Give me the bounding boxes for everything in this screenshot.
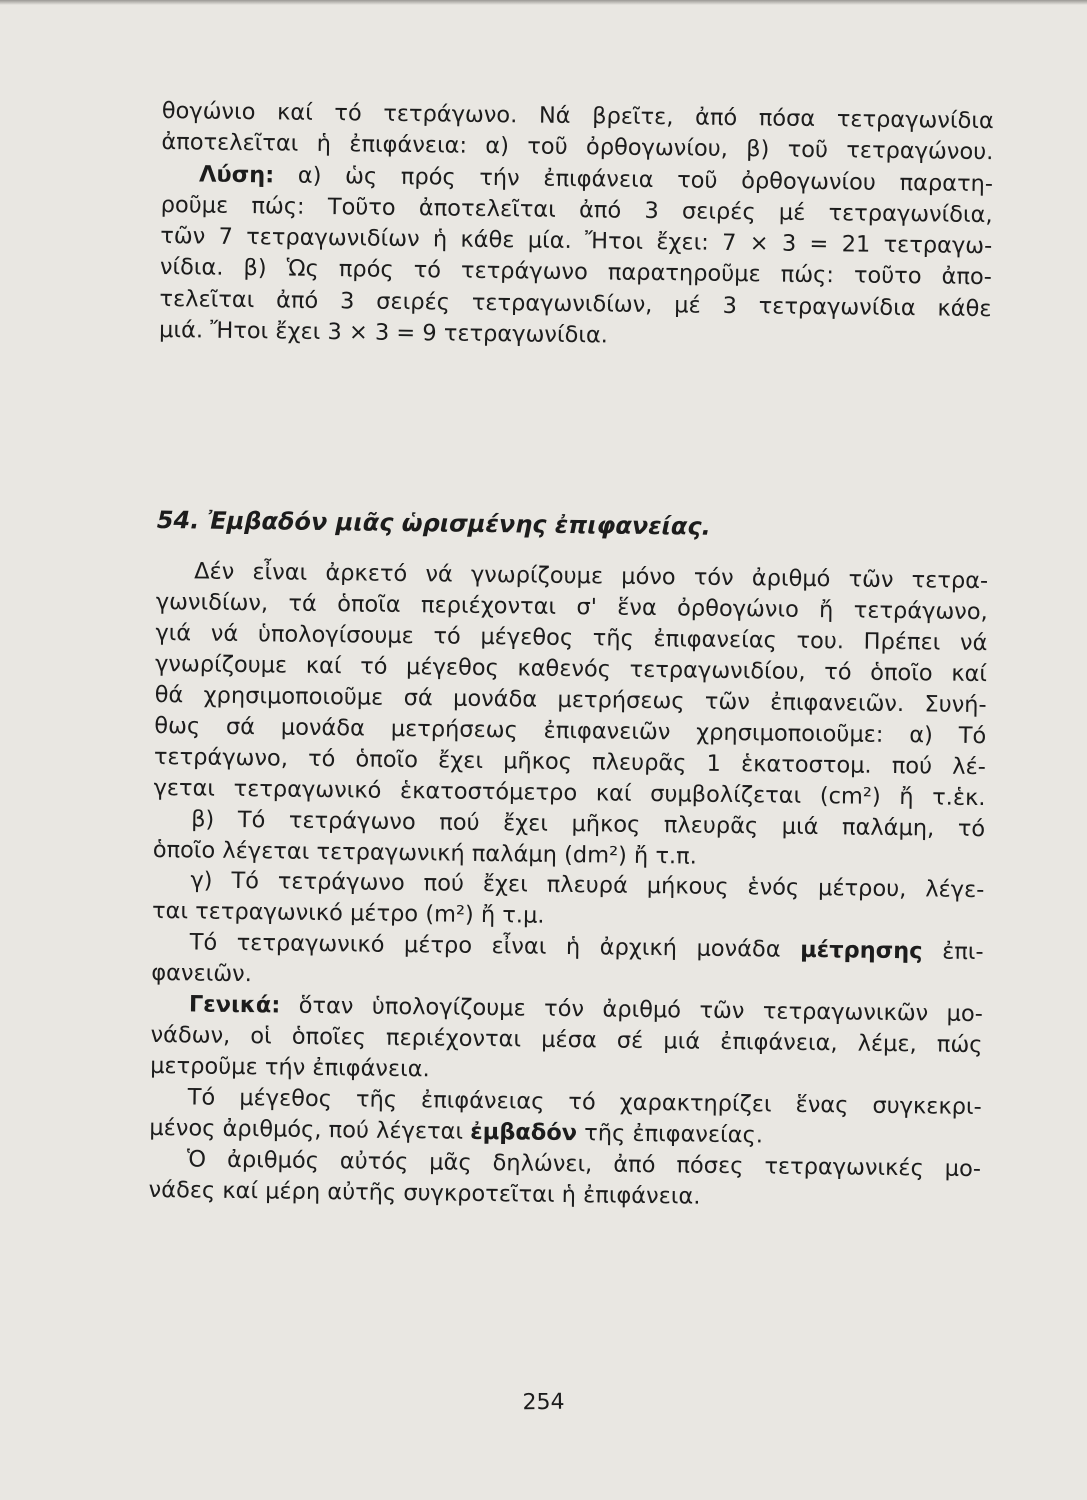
text-line: γ) Τό τετράγωνο πού ἔχει πλευρά μήκους ἑνός μέτρου, λέγε- bbox=[190, 867, 985, 904]
text-line: Ὁ ἀριθμός αὐτός μᾶς δηλώνει, ἀπό πόσες τετραγωνικές μο- bbox=[186, 1145, 982, 1182]
text-line: γωνιδίων, τά ὁποῖα περιέχονται σ' ἕνα ὀρθογώνιο ἤ τετράγωνο, bbox=[155, 589, 988, 626]
text-line: τετράγωνο, τό ὁποῖο ἔχει μῆκος πλευρᾶς 1 ἑκατοστομ. πού λέ- bbox=[153, 743, 987, 780]
text-line: θογώνιο καί τό τετράγωνο. Νά βρεῖτε, ἀπό πόσα τετραγωνίδια bbox=[161, 97, 994, 135]
text-span: τῆς ἐπιφανείας. bbox=[576, 1119, 764, 1149]
text-line: β) Τό τετράγωνο πού ἔχει μῆκος πλευρᾶς μιά παλάμη, τό bbox=[191, 806, 986, 842]
text-line: ἀποτελεῖται ἡ ἐπιφάνεια: α) τοῦ ὀρθογωνίου, β) τοῦ τετραγώνου. bbox=[161, 129, 994, 166]
text-line: θως σά μονάδα μετρήσεως ἐπιφανειῶν χρησιμοποιοῦμε: α) Τό bbox=[154, 712, 987, 750]
text-span: Τό τετραγωνικό μέτρο εἶναι ἡ ἀρχική μονάδα bbox=[189, 929, 801, 964]
text-line: ὁποῖο λέγεται τετραγωνική παλάμη (dm²) ἤ τ.π. bbox=[152, 836, 697, 870]
solution-text: α) ὡς πρός τήν ἐπιφάνεια τοῦ ὀρθογωνίου παρατη- bbox=[274, 161, 994, 197]
text-line: μετροῦμε τήν ἐπιφάνεια. bbox=[149, 1052, 430, 1083]
text-line: γνωρίζουμε καί τό μέγεθος καθενός τετραγωνιδίου, τό ὁποῖο καί bbox=[154, 651, 988, 688]
text-line: τῶν 7 τετραγωνιδίων ἡ κάθε μία. Ἤτοι ἔχει: 7 × 3 = 21 τετραγω- bbox=[160, 223, 993, 260]
text-line: θά χρησιμοποιοῦμε σά μονάδα μετρήσεως τῶν ἐπιφανειῶν. Συνή- bbox=[154, 681, 987, 719]
text-line: νίδια. β) Ὡς πρός τό τετράγωνο παρατηροῦμε πώς: τοῦτο ἀπο- bbox=[159, 254, 993, 291]
text-line: νάδων, οἱ ὁποῖες περιέχονται μέσα σέ μιά ἐπιφάνεια, λέμε, πώς bbox=[150, 1021, 983, 1059]
text-span: ἐπι- bbox=[922, 938, 984, 966]
text-line: φανειῶν. bbox=[151, 960, 253, 988]
book-page bbox=[148, 96, 993, 1215]
bold-term: μέτρησης bbox=[800, 937, 923, 965]
text-line: ροῦμε πώς: Τοῦτο ἀποτελεῖται ἀπό 3 σειρές μέ τετραγωνίδια, bbox=[160, 191, 993, 229]
text-span: ὅταν ὑπολογίζουμε τόν ἀριθμό τῶν τετραγωνικῶν μο- bbox=[280, 992, 984, 1028]
bold-term: ἐμβαδόν bbox=[470, 1118, 578, 1146]
text-span: μένος ἀριθμός, πού λέγεται bbox=[149, 1114, 471, 1145]
text-line: Δέν εἶναι ἀρκετό νά γνωρίζουμε μόνο τόν ἀριθμό τῶν τετρα- bbox=[194, 558, 989, 595]
text-line: μιά. Ἤτοι ἔχει 3 × 3 = 9 τετραγωνίδια. bbox=[158, 317, 609, 349]
text-line: τελεῖται ἀπό 3 σειρές τετραγωνιδίων, μέ 3 τετραγωνίδια κάθε bbox=[159, 285, 992, 322]
section-body bbox=[148, 556, 988, 1215]
solution-label: Λύση: bbox=[198, 161, 275, 188]
text-line: ται τετραγωνικό μέτρο (m²) ἤ τ.μ. bbox=[151, 898, 545, 930]
text-line: νάδες καί μέρη αὐτῆς συγκροτεῖται ἡ ἐπιφάνεια. bbox=[148, 1176, 701, 1210]
text-line: γιά νά ὑπολογίσουμε τό μέγεθος τῆς ἐπιφανείας του. Πρέπει νά bbox=[155, 620, 988, 657]
section-heading: 54. Ἐμβαδόν μιᾶς ὡρισμένης ἐπιφανείας. bbox=[156, 506, 711, 542]
page-top-edge bbox=[0, 0, 1087, 5]
intro-text bbox=[159, 96, 994, 357]
text-line: Τό μέγεθος τῆς ἐπιφάνειας τό χαρακτηρίζει ἕνας συγκεκρι- bbox=[187, 1084, 982, 1120]
text-line: γεται τετραγωνικό ἑκατοστόμετρο καί συμβολίζεται (cm²) ἤ τ.ἑκ. bbox=[153, 774, 986, 811]
page-number: 254 bbox=[522, 1389, 565, 1416]
general-label: Γενικά: bbox=[188, 991, 281, 1019]
